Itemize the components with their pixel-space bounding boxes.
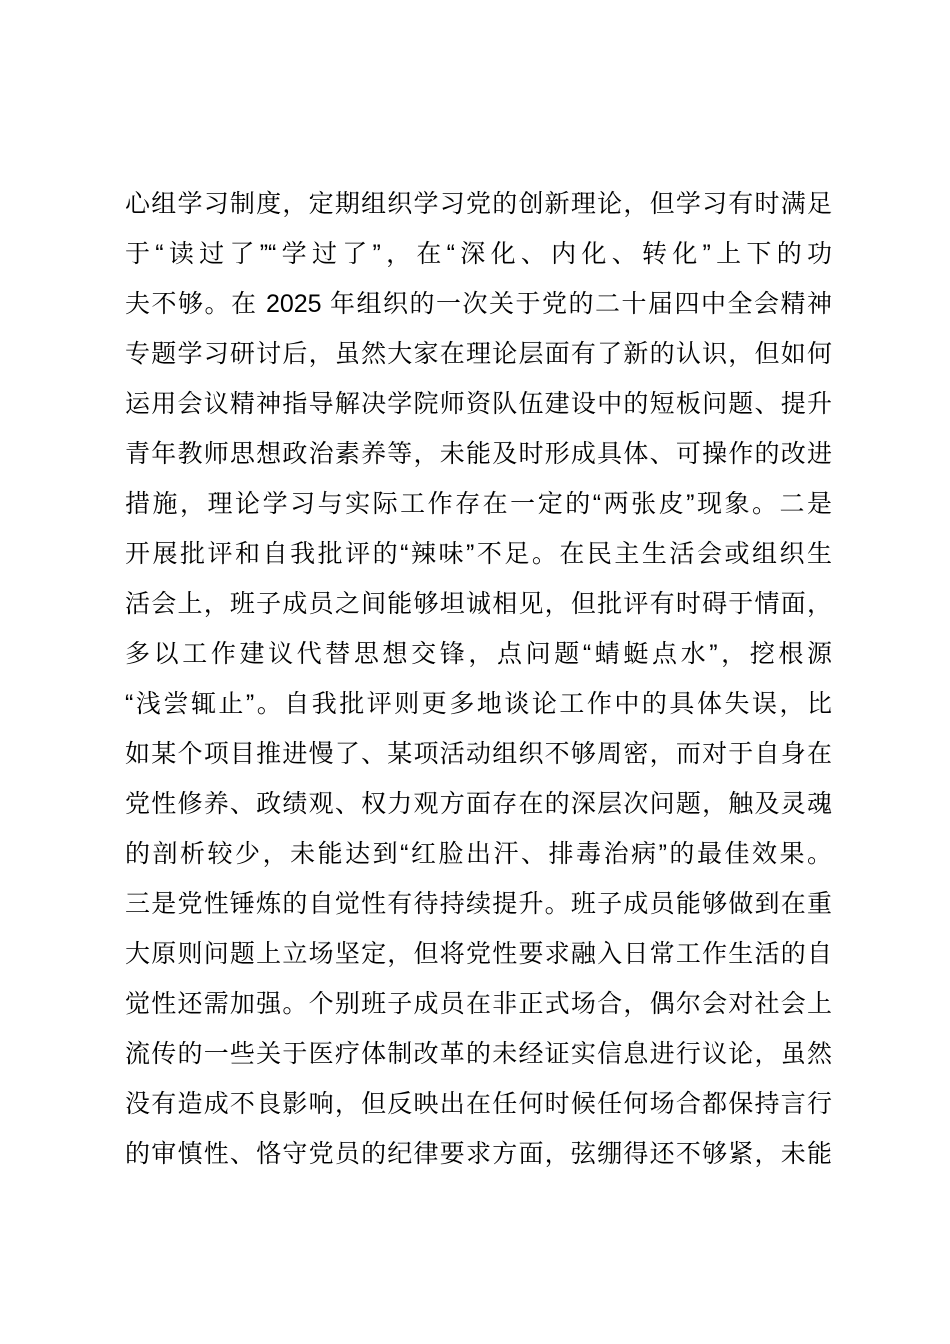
text-line: 开展批评和自我批评的“辣味”不足。在民主生活会或组织生: [125, 540, 832, 568]
text-line: 多以工作建议代替思想交锋，点问题“蜻蜓点水”，挖根源: [125, 640, 832, 668]
text-line: 于“读过了”“学过了”，在“深化、内化、转化”上下的功: [125, 240, 832, 268]
text-line: 三是党性锤炼的自觉性有待持续提升。班子成员能够做到在重: [125, 890, 832, 918]
text-line: 没有造成不良影响，但反映出在任何时候任何场合都保持言行: [125, 1090, 832, 1118]
document-text: [125, 179, 832, 1179]
text-line: 的审慎性、恪守党员的纪律要求方面，弦绷得还不够紧，未能: [125, 1140, 832, 1168]
text-line: 心组学习制度，定期组织学习党的创新理论，但学习有时满足: [125, 190, 832, 218]
text-line: 大原则问题上立场坚定，但将党性要求融入日常工作生活的自: [125, 940, 832, 968]
text-line: 专题学习研讨后，虽然大家在理论层面有了新的认识，但如何: [125, 340, 832, 368]
text-line: 党性修养、政绩观、权力观方面存在的深层次问题，触及灵魂: [125, 790, 832, 818]
text-line: 如某个项目推进慢了、某项活动组织不够周密，而对于自身在: [125, 740, 832, 768]
text-line: “浅尝辄止”。自我批评则更多地谈论工作中的具体失误，比: [125, 690, 832, 718]
text-line: 觉性还需加强。个别班子成员在非正式场合，偶尔会对社会上: [125, 990, 832, 1018]
text-line: 运用会议精神指导解决学院师资队伍建设中的短板问题、提升: [125, 390, 832, 418]
text-line: 措施，理论学习与实际工作存在一定的“两张皮”现象。二是: [125, 490, 832, 518]
text-line: 流传的一些关于医疗体制改革的未经证实信息进行议论，虽然: [125, 1040, 832, 1068]
text-line: 夫不够。在 2025 年组织的一次关于党的二十届四中全会精神: [125, 290, 832, 318]
text-line: 活会上，班子成员之间能够坦诚相见，但批评有时碍于情面，: [125, 590, 832, 618]
text-line: 青年教师思想政治素养等，未能及时形成具体、可操作的改进: [125, 440, 832, 468]
text-line: 的剖析较少，未能达到“红脸出汗、排毒治病”的最佳效果。: [125, 840, 832, 868]
